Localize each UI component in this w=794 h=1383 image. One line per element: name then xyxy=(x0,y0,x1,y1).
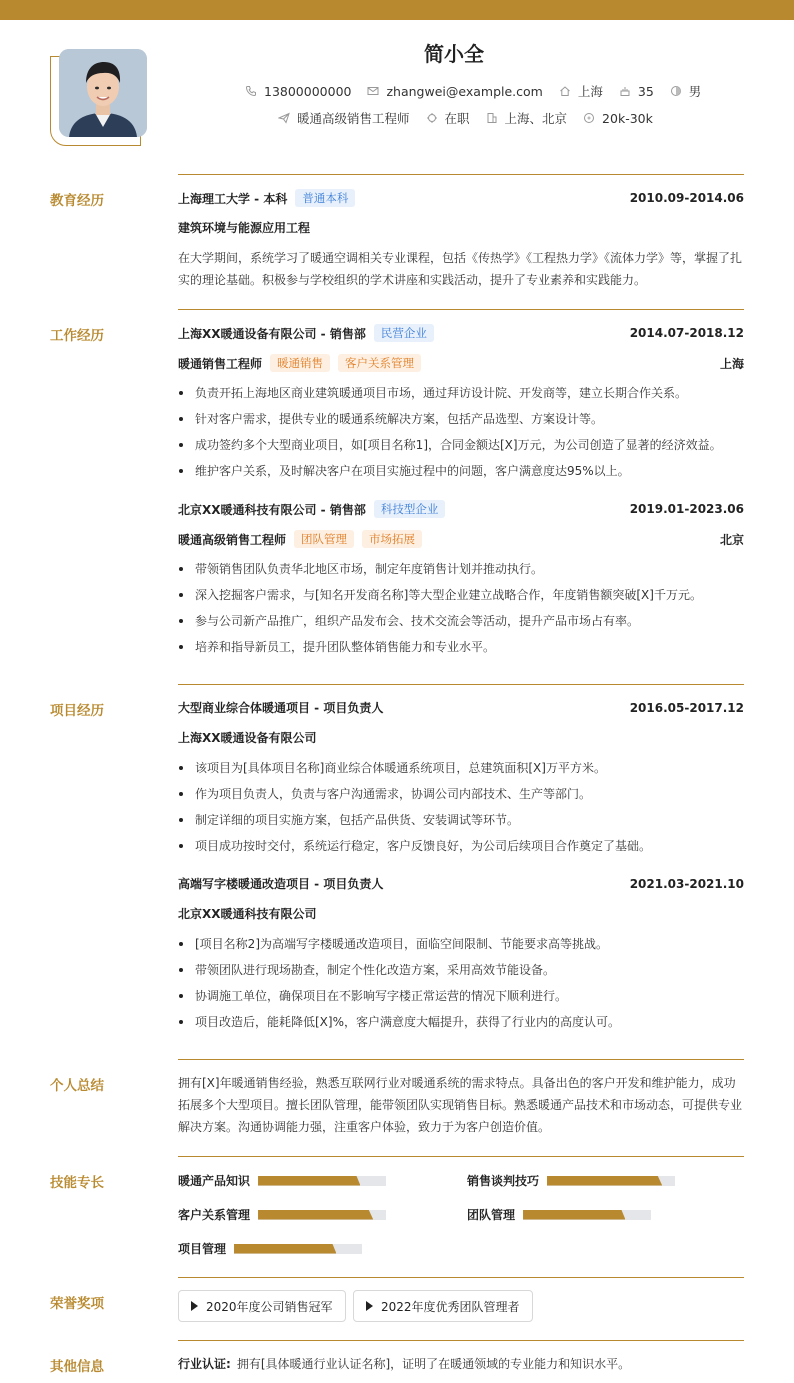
job-intent-row xyxy=(278,109,669,127)
list-item: 参与公司新产品推广，组织产品发布会、技术交流会等活动，提升产品市场占有率。 xyxy=(178,613,744,639)
other-label: 行业认证: xyxy=(178,1357,231,1371)
list-item: 制定详细的项目实施方案，包括产品供货、安装调试等环节。 xyxy=(178,812,744,838)
education-description: 在大学期间，系统学习了暖通空调相关专业课程，包括《传热学》《工程热力学》《流体力学》等，掌握了扎实的理论基础。积极参与学校组织的学术讲座和实践活动，提升了专业素养和实践能力。 xyxy=(178,251,743,287)
gender-item xyxy=(670,82,702,100)
skill-name: 客户关系管理 xyxy=(178,1208,251,1222)
list-item: [项目名称2]为高端写字楼暖通改造项目，面临空间限制、节能要求高等挑战。 xyxy=(178,936,744,962)
award-badge xyxy=(353,1290,533,1322)
job-role: 暖通高级销售工程师 xyxy=(178,532,287,547)
other-text: 拥有[具体暖通行业认证名称]，证明了在暖通领域的专业能力和知识水平。 xyxy=(236,1357,631,1371)
skill-item xyxy=(178,1240,362,1257)
awards-title: 荣誉奖项 xyxy=(50,1296,104,1312)
list-item: 成功签约多个大型商业项目，如[项目名称1]，合同金额达[X]万元，为公司创造了显著的经济效益。 xyxy=(178,437,744,463)
skill-item xyxy=(467,1206,651,1223)
job-location: 上海 xyxy=(719,356,744,371)
top-accent-bar xyxy=(0,0,794,20)
skill-tag: 团队管理 xyxy=(294,530,354,548)
skill-bar xyxy=(523,1210,651,1220)
skill-name: 销售谈判技巧 xyxy=(467,1174,540,1188)
project-bullets xyxy=(178,936,744,1040)
gender-icon xyxy=(670,85,682,97)
candidate-name: 简小全 xyxy=(424,42,484,66)
section-divider xyxy=(178,1277,744,1278)
other-row xyxy=(178,1355,744,1372)
major: 建筑环境与能源应用工程 xyxy=(178,221,311,235)
section-divider xyxy=(178,309,744,310)
project-header xyxy=(178,699,744,716)
city-text: 上海 xyxy=(577,84,603,99)
project-company-row xyxy=(178,729,744,746)
skill-name: 暖通产品知识 xyxy=(178,1174,251,1188)
skill-bar-fill xyxy=(234,1244,336,1254)
play-icon xyxy=(366,1301,373,1311)
job-role-row xyxy=(178,530,744,548)
city-item xyxy=(559,82,603,100)
skill-bar-fill xyxy=(258,1176,360,1186)
skill-bar xyxy=(234,1244,362,1254)
major-row xyxy=(178,219,744,236)
status-item xyxy=(426,109,470,127)
project-header xyxy=(178,875,744,892)
list-item: 协调施工单位，确保项目在不影响写字楼正常运营的情况下顺利进行。 xyxy=(178,988,744,1014)
phone-text: 13800000000 xyxy=(264,83,352,99)
list-item: 针对客户需求，提供专业的暖通系统解决方案，包括产品选型、方案设计等。 xyxy=(178,411,744,437)
email-item xyxy=(367,84,542,99)
job-bullets xyxy=(178,561,744,665)
list-item: 带领销售团队负责华北地区市场，制定年度销售计划并推动执行。 xyxy=(178,561,744,587)
skill-bar-fill xyxy=(523,1210,625,1220)
project-company: 北京XX暖通科技有限公司 xyxy=(178,907,317,921)
school-name: 上海理工大学 - 本科 xyxy=(178,191,288,206)
work-title: 工作经历 xyxy=(50,328,104,344)
salary-text: 20k-30k xyxy=(602,110,653,126)
job-date: 2019.01-2023.06 xyxy=(629,502,744,516)
salary-item xyxy=(583,111,653,126)
job-date: 2014.07-2018.12 xyxy=(629,326,744,340)
skill-bar-fill xyxy=(258,1210,373,1220)
job-header xyxy=(178,324,744,342)
job-role: 暖通销售工程师 xyxy=(178,356,263,371)
skill-bar xyxy=(258,1176,386,1186)
project-bullets xyxy=(178,760,744,864)
list-item: 项目成功按时交付，系统运行稳定，客户反馈良好，为公司后续项目合作奠定了基础。 xyxy=(178,838,744,864)
building-icon xyxy=(486,112,498,124)
summary-title: 个人总结 xyxy=(50,1078,104,1094)
project-company: 上海XX暖通设备有限公司 xyxy=(178,731,317,745)
award-text: 2022年度优秀团队管理者 xyxy=(381,1299,520,1314)
play-icon xyxy=(191,1301,198,1311)
project-date: 2021.03-2021.10 xyxy=(629,876,744,891)
preferred-city-text: 上海、北京 xyxy=(504,111,568,126)
status-text: 在职 xyxy=(444,111,470,126)
list-item: 负责开拓上海地区商业建筑暖通项目市场，通过拜访设计院、开发商等，建立长期合作关系。 xyxy=(178,385,744,411)
company-name: 上海XX暖通设备有限公司 - 销售部 xyxy=(178,326,366,341)
section-divider xyxy=(178,1340,744,1341)
phone-item xyxy=(245,84,351,99)
cake-icon xyxy=(619,85,631,97)
project-company-row xyxy=(178,905,744,922)
education-date: 2010.09-2014.06 xyxy=(629,191,744,205)
job-header xyxy=(178,500,744,518)
mail-icon xyxy=(367,85,379,97)
skill-name: 团队管理 xyxy=(467,1208,516,1222)
age-item xyxy=(619,84,654,99)
gender-text: 男 xyxy=(688,84,702,99)
contact-row xyxy=(245,82,717,100)
list-item: 带领团队进行现场勘查，制定个性化改造方案，采用高效节能设备。 xyxy=(178,962,744,988)
email-text: zhangwei@example.com xyxy=(386,83,543,99)
project-title: 大型商业综合体暖通项目 - 项目负责人 xyxy=(178,701,384,715)
skill-bar xyxy=(547,1176,675,1186)
company-name: 北京XX暖通科技有限公司 - 销售部 xyxy=(178,502,366,517)
education-header xyxy=(178,189,744,207)
job-title-text: 暖通高级销售工程师 xyxy=(297,111,410,126)
education-title: 教育经历 xyxy=(50,193,104,209)
phone-icon xyxy=(245,85,257,97)
home-icon xyxy=(559,85,571,97)
list-item: 培养和指导新员工，提升团队整体销售能力和专业水平。 xyxy=(178,639,744,665)
award-text: 2020年度公司销售冠军 xyxy=(206,1299,333,1314)
preferred-city-item xyxy=(486,109,568,127)
list-item: 深入挖掘客户需求，与[知名开发商名称]等大型企业建立战略合作，年度销售额突破[X]千万元。 xyxy=(178,587,744,613)
list-item: 维护客户关系，及时解决客户在项目实施过程中的问题，客户满意度达95%以上。 xyxy=(178,463,744,489)
skill-name: 项目管理 xyxy=(178,1242,227,1256)
job-bullets xyxy=(178,385,744,489)
list-item: 作为项目负责人，负责与客户沟通需求，协调公司内部技术、生产等部门。 xyxy=(178,786,744,812)
project-date: 2016.05-2017.12 xyxy=(629,700,744,715)
job-role-row xyxy=(178,354,744,372)
award-badge xyxy=(178,1290,346,1322)
status-icon xyxy=(426,112,438,124)
company-tag: 民营企业 xyxy=(374,324,434,342)
school-tag: 普通本科 xyxy=(295,189,355,207)
skill-item xyxy=(178,1172,386,1189)
skill-item xyxy=(178,1206,386,1223)
summary-text: 拥有[X]年暖通销售经验，熟悉互联网行业对暖通系统的需求特点。具备出色的客户开发和维护能力，成功拓展多个大型项目。擅长团队管理，能带领团队实现销售目标。熟悉暖通产品技术和市场动态，可提供专业解决方案。沟通协调能力强，注重客户体验，致力于为客户创造价值。 xyxy=(178,1076,743,1134)
other-title: 其他信息 xyxy=(50,1359,104,1375)
section-divider xyxy=(178,1059,744,1060)
section-divider xyxy=(178,174,744,175)
section-divider xyxy=(178,684,744,685)
skill-bar-fill xyxy=(547,1176,662,1186)
list-item: 该项目为[具体项目名称]商业综合体暖通系统项目，总建筑面积[X]万平方米。 xyxy=(178,760,744,786)
skills-title: 技能专长 xyxy=(50,1175,104,1191)
send-icon xyxy=(278,112,290,124)
job-location: 北京 xyxy=(719,532,744,547)
project-title: 高端写字楼暖通改造项目 - 项目负责人 xyxy=(178,877,384,891)
section-divider xyxy=(178,1156,744,1157)
projects-title: 项目经历 xyxy=(50,703,104,719)
skill-bar xyxy=(258,1210,386,1220)
skill-item xyxy=(467,1172,675,1189)
skill-tag: 市场拓展 xyxy=(362,530,422,548)
job-title-item xyxy=(278,109,410,127)
list-item: 项目改造后，能耗降低[X]%，客户满意度大幅提升，获得了行业内的高度认可。 xyxy=(178,1014,744,1040)
skill-tag: 客户关系管理 xyxy=(338,354,421,372)
skill-tag: 暖通销售 xyxy=(270,354,330,372)
company-tag: 科技型企业 xyxy=(374,500,446,518)
age-text: 35 xyxy=(637,83,654,99)
money-icon xyxy=(583,112,595,124)
